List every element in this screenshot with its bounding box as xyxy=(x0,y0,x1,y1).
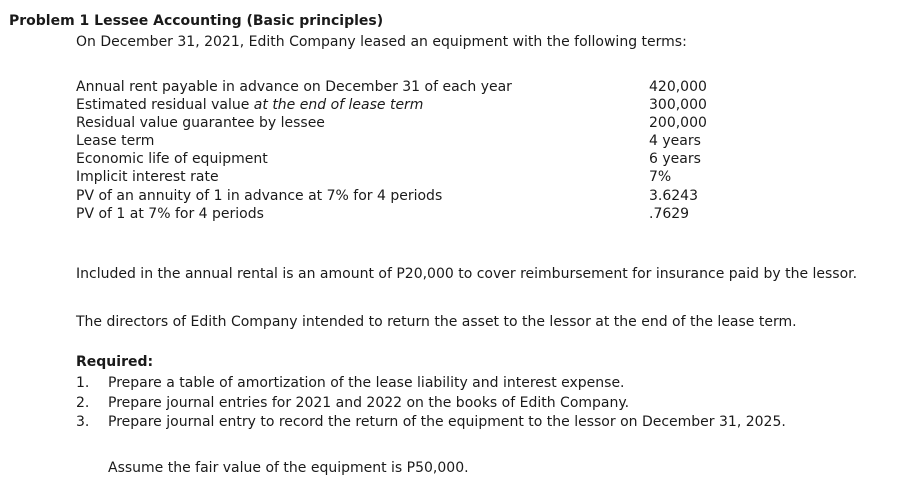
list-number: 3. xyxy=(76,414,90,430)
term-label: Annual rent payable in advance on December 31 of each year xyxy=(76,79,512,95)
term-value: 6 years xyxy=(649,151,701,168)
term-value: 300,000 xyxy=(649,97,707,114)
term-row xyxy=(76,132,776,150)
term-row xyxy=(76,96,776,114)
term-label: Lease term xyxy=(76,133,155,150)
assumption-note: Assume the fair value of the equipment is P50,000. xyxy=(108,460,469,476)
term-label: Implicit interest rate xyxy=(76,169,219,186)
term-value: 3.6243 xyxy=(649,187,698,204)
term-label: Residual value guarantee by lessee xyxy=(76,115,325,132)
list-number: 1. xyxy=(76,375,90,391)
list-text: Prepare a table of amortization of the lease liability and interest expense. xyxy=(108,375,625,391)
list-number: 2. xyxy=(76,394,90,411)
intro-text: On December 31, 2021, Edith Company leased an equipment with the following terms: xyxy=(76,34,687,50)
term-row xyxy=(76,168,776,186)
term-row xyxy=(76,187,776,205)
return-intent-paragraph: The directors of Edith Company intended to return the asset to the lessor at the end of the lease term. xyxy=(76,314,797,330)
term-label: Estimated residual value at the end of lease term xyxy=(76,97,424,114)
term-row xyxy=(76,205,776,223)
term-label: Economic life of equipment xyxy=(76,151,268,168)
term-value: .7629 xyxy=(649,205,690,222)
term-row xyxy=(76,114,776,132)
term-value: 200,000 xyxy=(649,115,707,132)
problem-title: Problem 1 Lessee Accounting (Basic principles) xyxy=(9,13,384,29)
list-text: Prepare journal entries for 2021 and 2022 on the books of Edith Company. xyxy=(108,394,630,411)
lease-terms-table xyxy=(76,78,776,223)
term-row xyxy=(76,150,776,168)
term-row xyxy=(76,78,776,96)
term-value: 7% xyxy=(649,169,672,186)
term-value: 4 years xyxy=(649,133,701,150)
term-value: 420,000 xyxy=(649,79,707,95)
insurance-paragraph: Included in the annual rental is an amount of P20,000 to cover reimbursement for insurance paid by the lessor. xyxy=(76,266,858,282)
list-text: Prepare journal entry to record the return of the equipment to the lessor on December 31, 2025. xyxy=(108,414,786,430)
term-label: PV of 1 at 7% for 4 periods xyxy=(76,205,264,222)
required-heading: Required: xyxy=(76,354,154,370)
term-label: PV of an annuity of 1 in advance at 7% for 4 periods xyxy=(76,187,443,204)
